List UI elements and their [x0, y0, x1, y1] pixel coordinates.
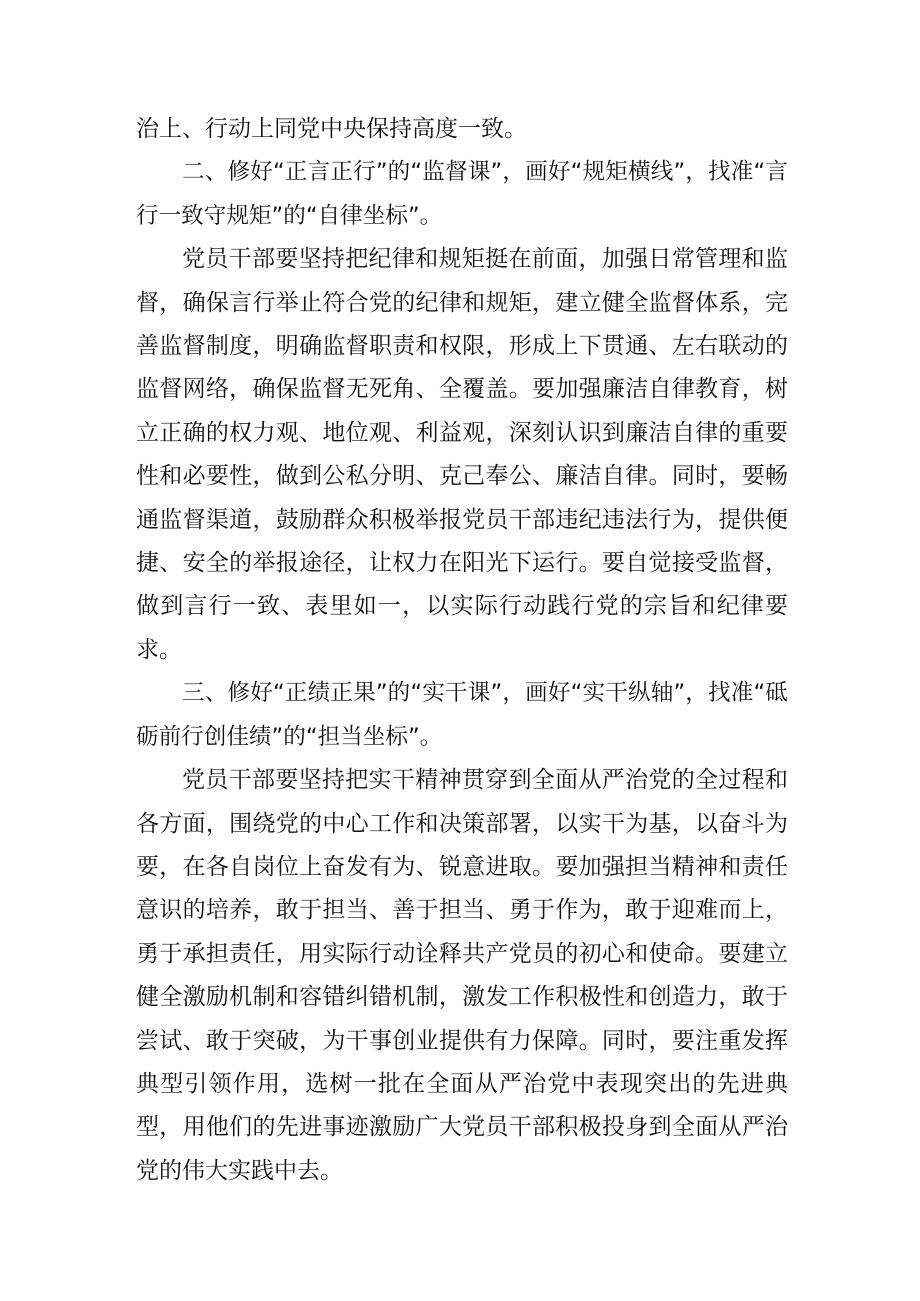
paragraph-supervision: 党员干部要坚持把纪律和规矩挺在前面，加强日常管理和监督，确保言行举止符合党的纪律和规矩，建立健全监督体系，完善监督制度，明确监督职责和权限，形成上下贯通、左右联动的监督网络，确保监督无死角、全覆盖。要加强廉洁自律教育，树立正确的权力观、地位观、利益观，深刻认识到廉洁自律的重要性和必要性，做到公私分明、克己奉公、廉洁自律。同时，要畅通监督渠道，鼓励群众积极举报党员干部违纪违法行为，提供便捷、安全的举报途径，让权力在阳光下运行。要自觉接受监督，做到言行一致、表里如一，以实际行动践行党的宗旨和纪律要求。 [136, 246, 788, 663]
section-heading-3: 三、修好“正绩正果”的“实干课”，画好“实干纵轴”，找准“砥砺前行创佳绩”的“担当坐标”。 [136, 680, 788, 750]
section-heading-2: 二、修好“正言正行”的“监督课”，画好“规矩横线”，找准“言行一致守规矩”的“自律坐标”。 [136, 159, 788, 229]
document-body [136, 108, 788, 1193]
paragraph-continuation: 治上、行动上同党中央保持高度一致。 [136, 116, 527, 142]
paragraph-hard-work: 党员干部要坚持把实干精神贯穿到全面从严治党的全过程和各方面，围绕党的中心工作和决策部署，以实干为基，以奋斗为要，在各自岗位上奋发有为、锐意进取。要加强担当精神和责任意识的培养，敢于担当、善于担当、勇于作为，敢于迎难而上，勇于承担责任，用实际行动诠释共产党员的初心和使命。要建立健全激励机制和容错纠错机制，激发工作积极性和创造力，敢于尝试、敢于突破，为干事创业提供有力保障。同时，要注重发挥典型引领作用，选树一批在全面从严治党中表现突出的先进典型，用他们的先进事迹激励广大党员干部积极投身到全面从严治党的伟大实践中去。 [136, 767, 788, 1184]
